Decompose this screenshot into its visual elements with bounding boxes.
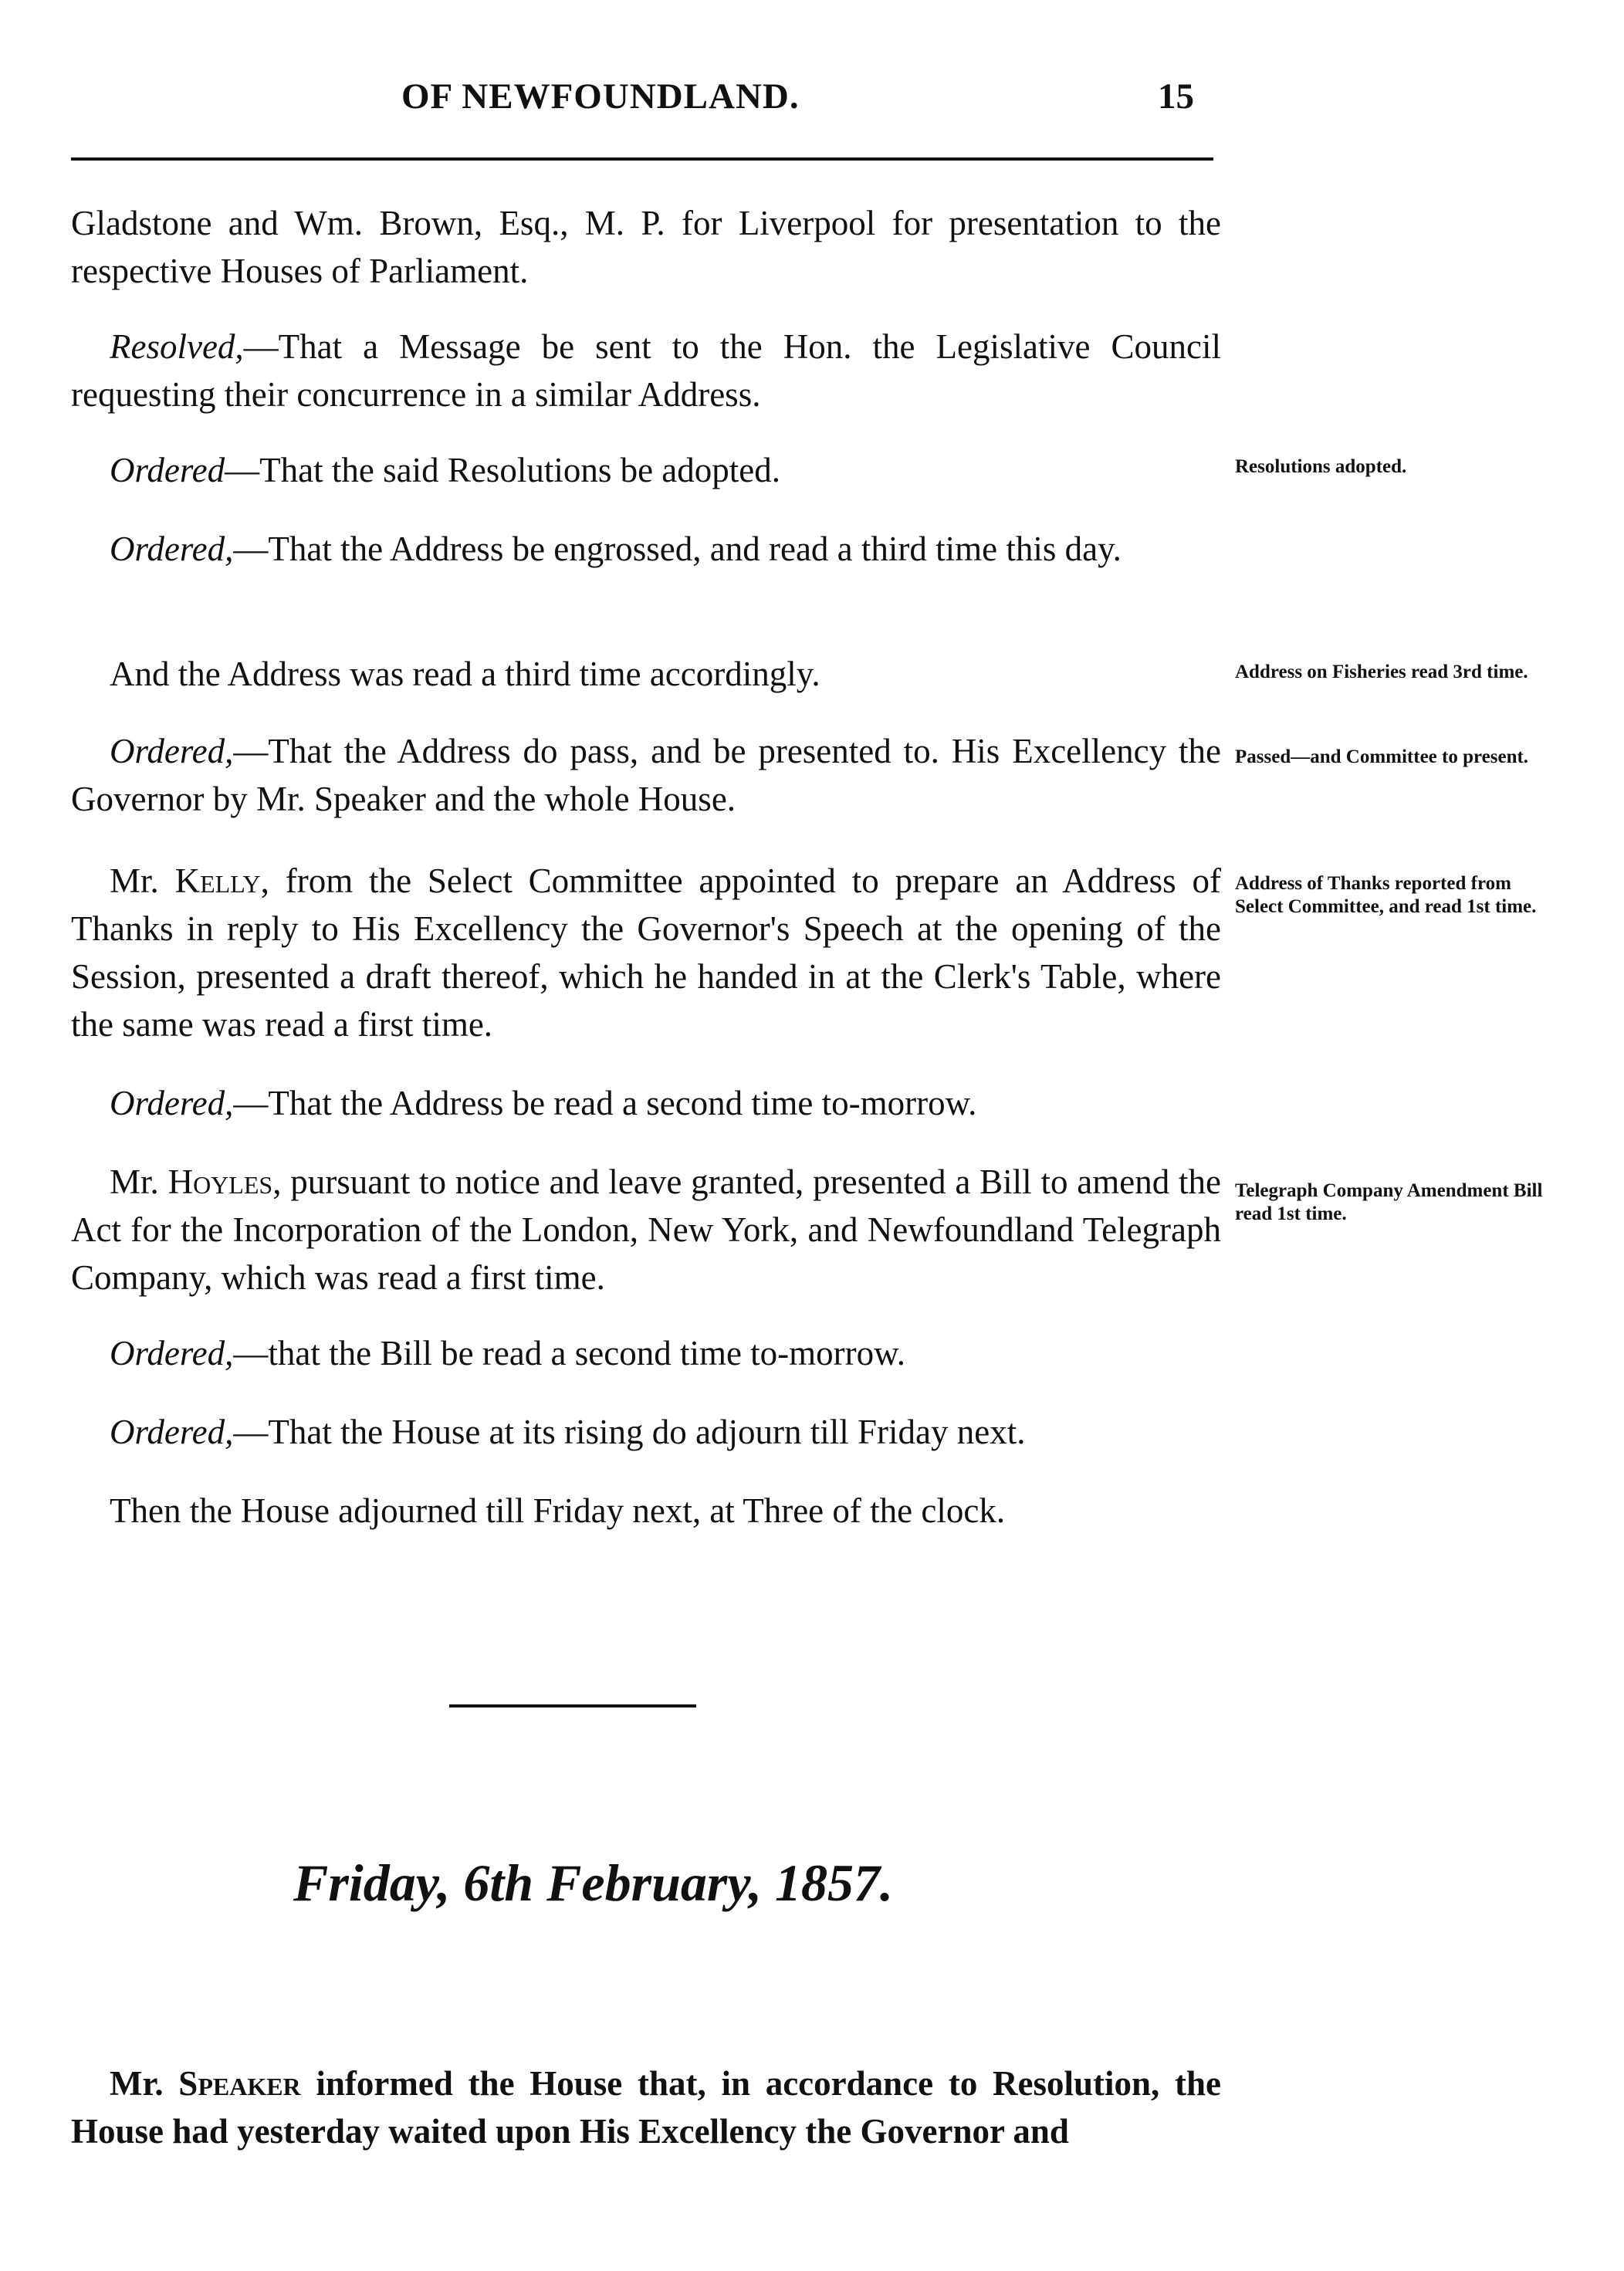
paragraph-11-lead: Ordered, [110, 1413, 234, 1451]
paragraph-9-pre: Mr. [110, 1163, 159, 1201]
paragraph-8-lead: Ordered, [110, 1084, 234, 1122]
paragraph-final-text: informed the House that, in accordance to Resolution, the House had yesterday waited upon His Excellency the Governor and [71, 2064, 1222, 2151]
header-rule [71, 157, 1213, 161]
margin-note-telegraph-bill: Telegraph Company Amendment Bill read 1st time. [1235, 1180, 1543, 1224]
paragraph-12 [71, 1487, 1221, 1535]
paragraph-6-lead: Ordered, [110, 732, 234, 770]
paragraph-9-name: Hoyles [167, 1163, 273, 1201]
margin-note-passed: Passed—and Committee to present. [1235, 746, 1529, 767]
section-divider [449, 1704, 696, 1707]
margin-note-resolutions: Resolutions adopted. [1235, 456, 1407, 477]
paragraph-7-name: Kelly [174, 861, 261, 900]
margin-note-address-fisheries: Address on Fisheries read 3rd time. [1235, 662, 1528, 682]
paragraph-6-text: —That the Address do pass, and be presented to. His Excellency the Governor by Mr. Speaker and the whole House. [71, 732, 1221, 818]
paragraph-9-text: , pursuant to notice and leave granted, presented a Bill to amend the Act for the Incorporation of the London, New York, and Newfoundland Telegraph Company, which was read a first time. [71, 1163, 1221, 1297]
paragraph-final-pre: Mr. [110, 2064, 164, 2103]
paragraph-8 [71, 1079, 1221, 1127]
paragraph-7-text: , from the Select Committee appointed to prepare an Address of Thanks in reply to His Excellency the Governor's Speech at the opening of the Session, presented a draft thereof, which he handed in at the Clerk's Table, where the same was read a first time. [71, 861, 1221, 1044]
paragraph-4 [71, 525, 1221, 573]
paragraph-9 [71, 1158, 1221, 1301]
paragraph-3-lead: Ordered [110, 451, 225, 489]
paragraph-2-lead: Resolved, [110, 327, 244, 366]
paragraph-3-text: —That the said Resolutions be adopted. [225, 451, 781, 489]
running-header-title: OF NEWFOUNDLAND. [401, 76, 800, 117]
paragraph-final [71, 2059, 1221, 2155]
paragraph-2-text: —That a Message be sent to the Hon. the Legislative Council requesting their concurrence in a similar Address. [71, 327, 1221, 414]
paragraph-11-text: —That the House at its rising do adjourn till Friday next. [233, 1413, 1026, 1451]
paragraph-7-pre: Mr. [110, 861, 159, 900]
paragraph-3 [71, 446, 997, 494]
paragraph-final-name: Speaker [178, 2064, 301, 2103]
paragraph-8-text: —That the Address be read a second time to-morrow. [233, 1084, 977, 1122]
paragraph-2 [71, 323, 1221, 418]
paragraph-10-text: —that the Bill be read a second time to-morrow. [233, 1334, 905, 1372]
date-heading: Friday, 6th February, 1857. [293, 1853, 894, 1912]
paragraph-6 [71, 727, 1221, 823]
paragraph-1-text: Gladstone and Wm. Brown, Esq., M. P. for Liverpool for presentation to the respective Houses of Parliament. [71, 204, 1221, 290]
paragraph-11 [71, 1408, 1221, 1456]
paragraph-10-lead: Ordered, [110, 1334, 234, 1372]
paragraph-7 [71, 857, 1221, 1048]
paragraph-12-text: Then the House adjourned till Friday next, at Three of the clock. [110, 1491, 1006, 1530]
paragraph-10 [71, 1329, 1221, 1377]
paragraph-5 [71, 650, 997, 698]
paragraph-4-text: —That the Address be engrossed, and read a third time this day. [233, 530, 1122, 568]
paragraph-1 [71, 199, 1221, 295]
paragraph-5-text: And the Address was read a third time accordingly. [110, 655, 820, 693]
page-number: 15 [1158, 76, 1194, 117]
margin-note-address-thanks: Address of Thanks reported from Select Committee, and read 1st time. [1235, 873, 1537, 917]
paragraph-4-lead: Ordered, [110, 530, 234, 568]
